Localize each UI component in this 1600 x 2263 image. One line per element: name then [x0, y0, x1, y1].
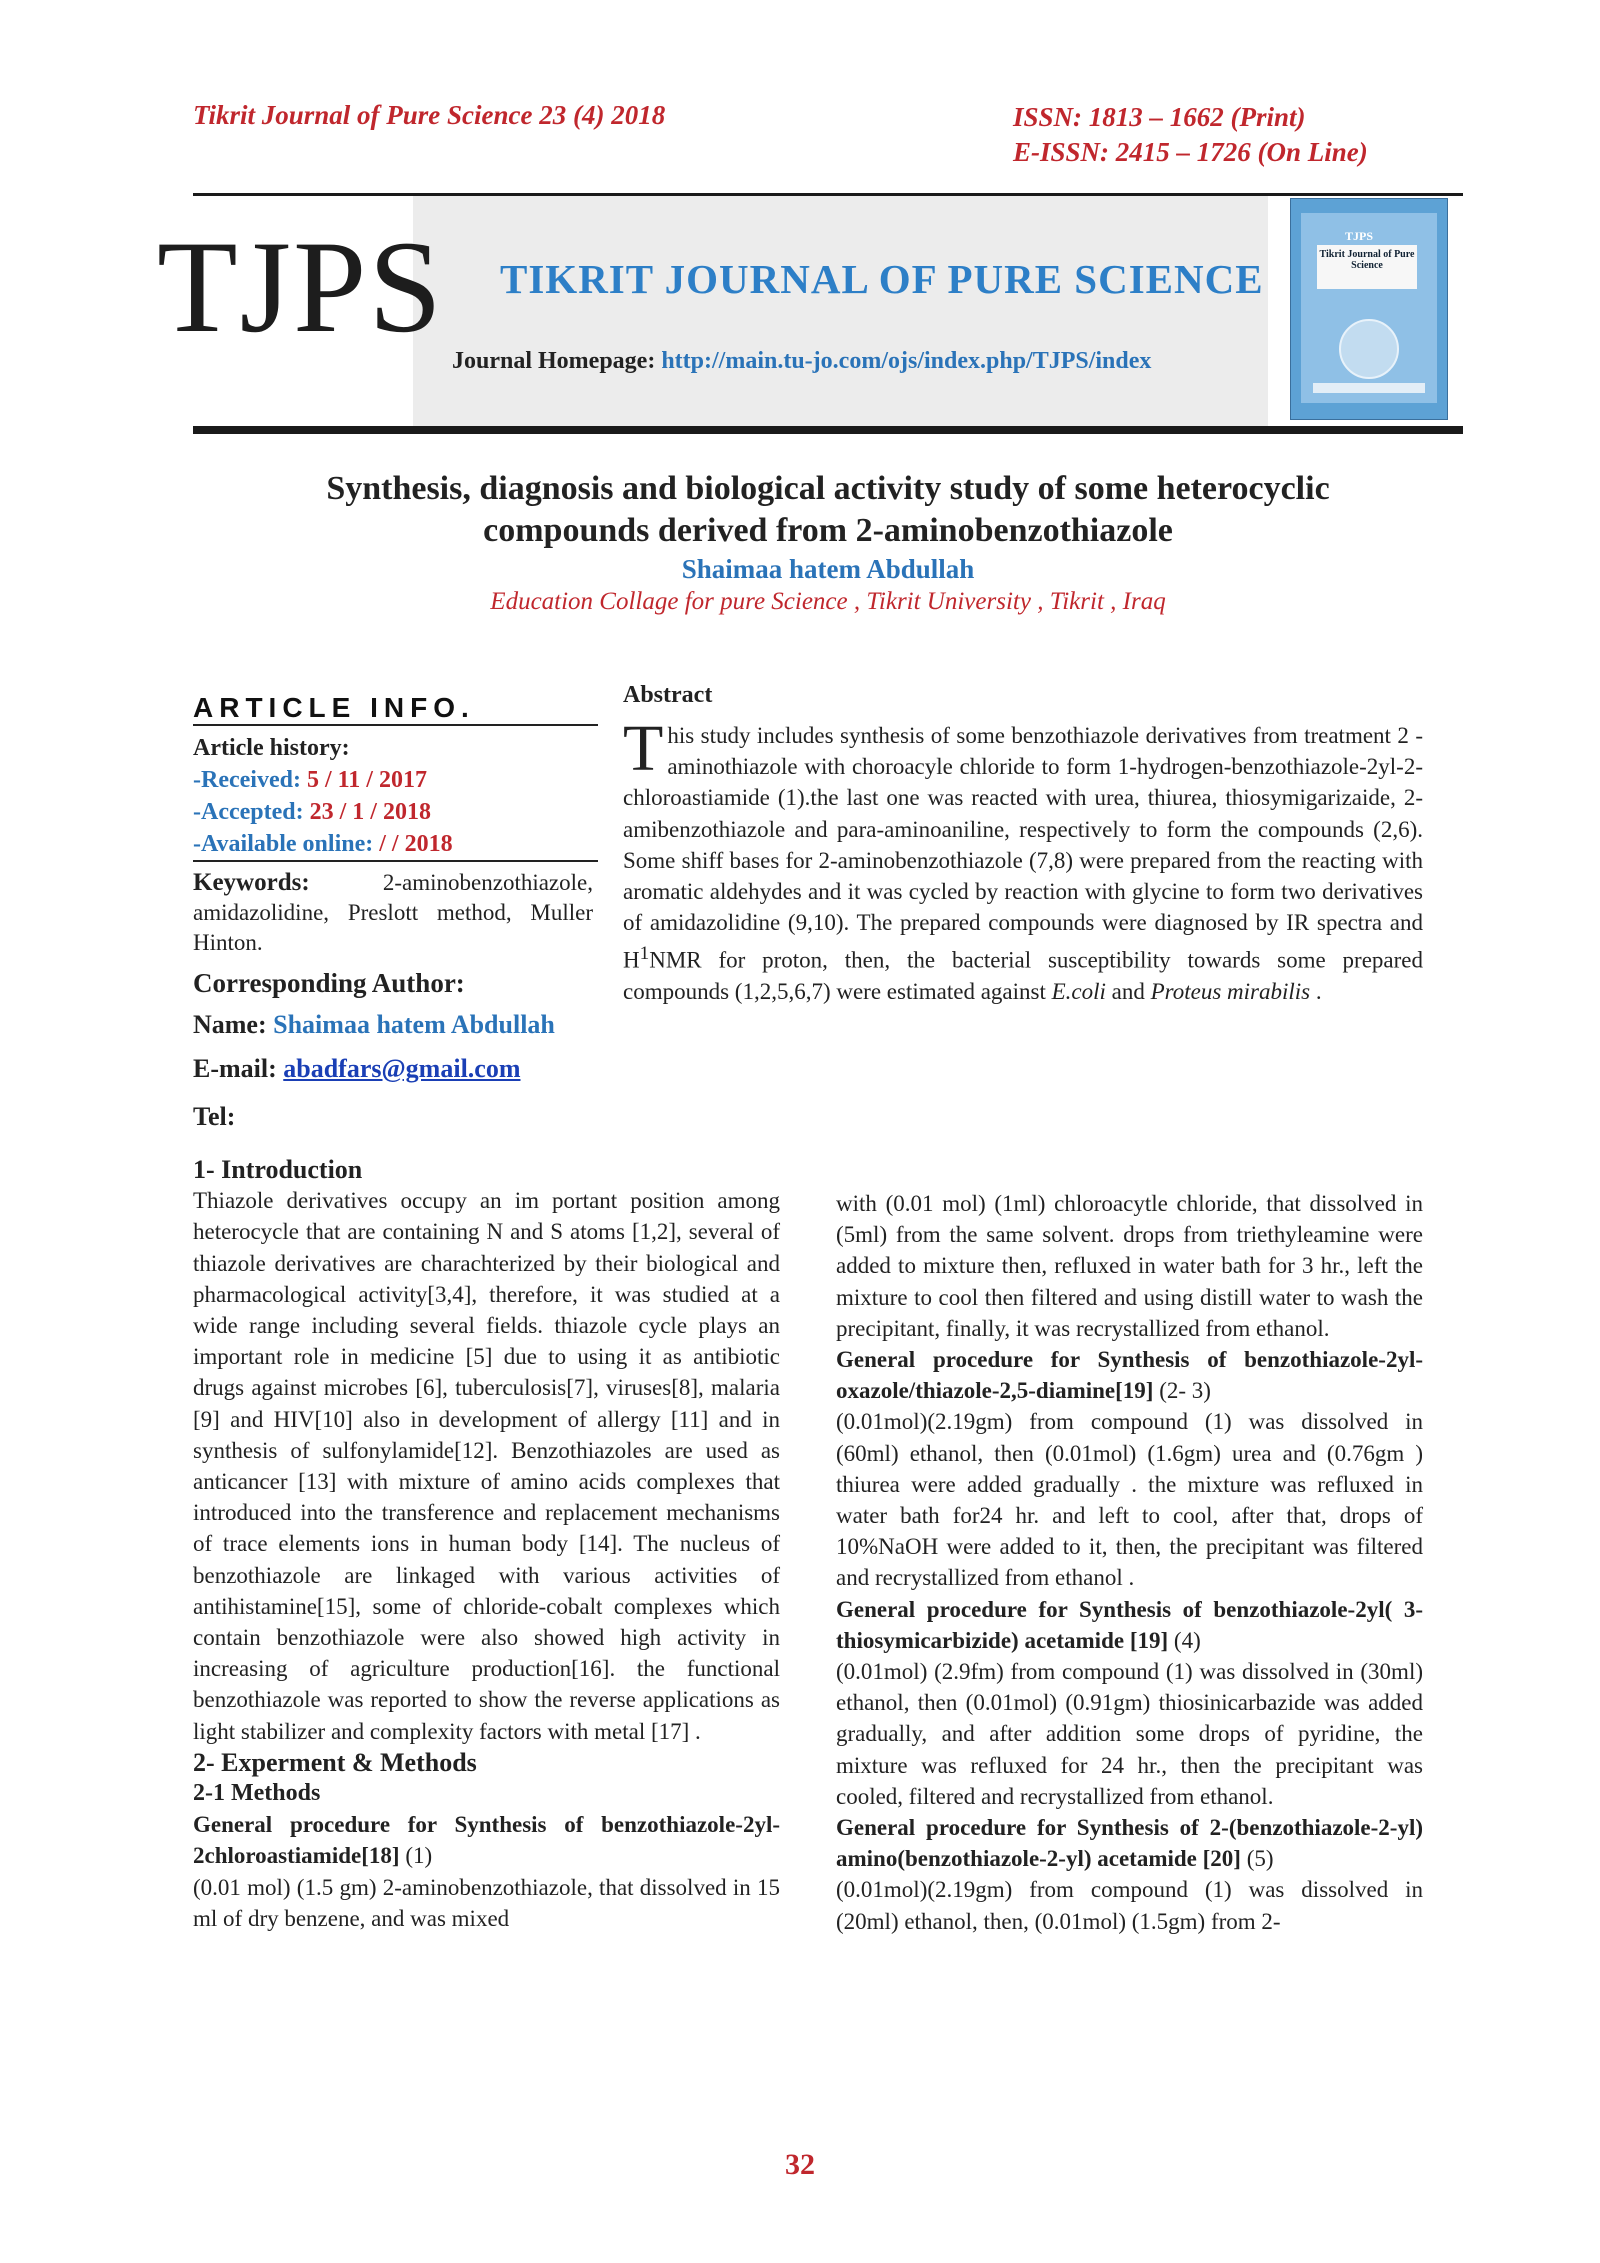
organism-proteus: Proteus mirabilis: [1150, 979, 1311, 1005]
procedure-2-title: General procedure for Synthesis of benzothiazole-2yl- oxazole/thiazole-2,5-diamine[19]: [836, 1347, 1423, 1404]
procedure-3-num: (4): [1168, 1627, 1201, 1653]
paper-author: Shaimaa hatem Abdullah: [681, 554, 975, 584]
paper-title: [193, 468, 1463, 552]
cover-tjps-label: TJPS: [1345, 229, 1374, 243]
banner-bottom-rule: [193, 426, 1463, 434]
article-info-rule: [193, 724, 598, 726]
available-date: [193, 828, 453, 860]
abstract-text-a: his study includes synthesis of some benzothiazole derivatives from treatment 2 -aminothiazole with choroacyle chloride to form 1-hydrogen-benzothiazole-2yl-2-chloroastiamide (1).the last one was reacted with urea, thiurea, thiosymigarizaide, 2- amibenzothiazole and para-aminoaniline, respectively to form the compounds (2,6). Some shiff bases for 2-aminobenzothiazole (7,8) were prepared from the reacting with aromatic aldehydes and it was cycled by reaction with glycine to form two derivatives of amidazolidine (9,10). The prepared compounds were diagnosed by IR spectra and H: [623, 723, 1423, 974]
cover-footer: [1313, 383, 1425, 393]
journal-title: TIKRIT JOURNAL OF PURE SCIENCE: [500, 256, 1264, 302]
abstract-body: [623, 712, 1423, 1007]
accepted-date: [193, 796, 431, 828]
received-date: [193, 764, 427, 796]
paper-title-line-1: Synthesis, diagnosis and biological activity study of some heterocyclic: [326, 470, 1330, 507]
received-value: 5 / 11 / 2017: [306, 767, 427, 793]
procedure-2-heading: [836, 1344, 1423, 1406]
cover-title: Tikrit Journal of Pure Science: [1317, 245, 1417, 289]
email-link[interactable]: abadfars@gmail.com: [283, 1054, 521, 1083]
organism-ecoli: E.coli: [1051, 979, 1106, 1005]
keywords: [193, 868, 593, 958]
abstract-heading: Abstract: [623, 682, 713, 708]
keywords-value: 2-aminobenzothiazole, amidazolidine, Preslott method, Muller Hinton.: [193, 870, 593, 955]
abstract-dropcap: T: [623, 712, 664, 785]
cover-inner: [1301, 213, 1437, 403]
methods-subheading: 2-1 Methods: [193, 1780, 321, 1807]
procedure-3-title: General procedure for Synthesis of benzothiazole-2yl( 3-thiosymicarbizide) acetamide [19]: [836, 1596, 1423, 1653]
page-number: 32: [785, 2148, 815, 2181]
abstract-and: and: [1105, 979, 1151, 1005]
intro-heading: 1- Introduction: [193, 1155, 363, 1184]
issn-online: E-ISSN: 2415 – 1726 (On Line): [1013, 137, 1368, 167]
paper-affiliation: Education Collage for pure Science , Tikrit University , Tikrit , Iraq: [490, 588, 1166, 615]
homepage-link[interactable]: http://main.tu-jo.com/ojs/index.php/TJPS/index: [661, 348, 1152, 374]
procedure-3-text: (0.01mol) (2.9fm) from compound (1) was dissolved in (30ml) ethanol, then (0.01mol) (0.91gm) thiosinicarbazide was added gradually, and after addition some drops of pyridine, the mixture was refluxed for 24 hr., then the precipitant was cooled, filtered and recrystallized from ethanol.: [836, 1659, 1423, 1809]
journal-cover-image: [1290, 198, 1448, 420]
procedure-1-continued: with (0.01 mol) (1ml) chloroacytle chloride, that dissolved in (5ml) from the same solvent. drops from triethyleamine were added to mixture then, refluxed in water bath for 3 hr., left the mixture to cool then filtered and using distill water to wash the precipitant, finally, it was recrystallized from ethanol.: [836, 1191, 1423, 1341]
abstract-sup: 1: [639, 943, 650, 965]
paper-title-line-2: compounds derived from 2-aminobenzothiazole: [483, 512, 1173, 549]
homepage-label: Journal Homepage:: [452, 348, 662, 374]
issn-print: ISSN: 1813 – 1662 (Print): [1013, 102, 1306, 132]
procedure-2-num: (2- 3): [1153, 1378, 1211, 1404]
procedure-1-heading: [193, 1809, 780, 1871]
received-label: -Received:: [193, 767, 307, 793]
procedure-1-num: (1): [399, 1843, 433, 1869]
cover-emblem-icon: [1339, 319, 1399, 379]
procedure-3-heading: [836, 1594, 1423, 1656]
keywords-label: Keywords:: [193, 869, 310, 896]
article-history-rule: [193, 860, 598, 862]
corresponding-author-label: Corresponding Author:: [193, 968, 465, 998]
left-column: [193, 1154, 780, 1934]
article-history-label: Article history:: [193, 735, 350, 761]
email-label: E-mail:: [193, 1054, 284, 1083]
journal-homepage: [452, 348, 1151, 375]
procedure-2-text: (0.01mol)(2.19gm) from compound (1) was dissolved in (60ml) ethanol, then (0.01mol) (1.6gm) urea and (0.76gm ) thiurea were added gradually . the mixture was refluxed in water bath for24 hr. and left to cool, after that, drops of 10%NaOH were added to it, then, the precipitant was filtered and recrystallized from ethanol .: [836, 1409, 1423, 1591]
tel-label: Tel:: [193, 1102, 236, 1131]
procedure-1-text: (0.01 mol) (1.5 gm) 2-aminobenzothiazole, that dissolved in 15 ml of dry benzene, and was mixed: [193, 1874, 780, 1931]
right-column: [836, 1188, 1423, 1937]
abstract-end: .: [1310, 979, 1322, 1005]
available-value: / / 2018: [379, 831, 453, 857]
available-label: -Available online:: [193, 831, 380, 857]
intro-text: Thiazole derivatives occupy an im portant position among heterocycle that are containing N and S atoms [1,2], several of thiazole derivatives are charachterized by their biological and pharmacological activity[3,4], therefore, it was studied at a wide range including several fields. thiazole cycle plays an important role in medicine [5] due to using it as antibiotic drugs against microbes [6], tuberculosis[7], viruses[8], malaria [9] and HIV[10] also in development of allergy [11] and in synthesis of sulfonylamide[12]. Benzothiazoles are used as anticancer [13] with mixture of amino acids complexes that introduced into the transference and replacement mechanisms of trace elements ions in human body [14]. The nucleus of benzothiazole are linkaged with various activities of antihistamine[15], some of chloride-cobalt complexes which contain benzothiazole were also showed high activity in increasing of agriculture production[16]. the functional benzothiazole was reported to show the reverse applications as light stabilizer and complexity factors with metal [17] .: [193, 1188, 780, 1744]
procedure-4-title: General procedure for Synthesis of 2-(benzothiazole-2-yl) amino(benzothiazole-2-yl) acetamide [20]: [836, 1815, 1423, 1872]
procedure-1-title: General procedure for Synthesis of benzothiazole-2yl-2chloroastiamide[18]: [193, 1812, 780, 1869]
banner-panel: [413, 196, 1268, 426]
issn-block: [1013, 100, 1368, 170]
procedure-4-heading: [836, 1812, 1423, 1874]
name-label: Name:: [193, 1010, 274, 1039]
accepted-value: 23 / 1 / 2018: [309, 799, 431, 825]
accepted-label: -Accepted:: [193, 799, 310, 825]
author-email: [193, 1054, 521, 1084]
procedure-4-num: (5): [1240, 1846, 1274, 1872]
abstract-text-b: NMR for proton, then, the bacterial susceptibility towards some prepared compounds (1,2,5,6,7) were estimated against: [623, 948, 1423, 1005]
article-info-heading: ARTICLE INFO.: [193, 692, 475, 723]
procedure-4-text: (0.01mol)(2.19gm) from compound (1) was dissolved in (20ml) ethanol, then, (0.01mol) (1.5gm) from 2-: [836, 1877, 1423, 1934]
tjps-logo: TJPS: [157, 213, 444, 360]
journal-volume-line: Tikrit Journal of Pure Science 23 (4) 2018: [193, 100, 666, 130]
author-name: [193, 1010, 555, 1040]
name-value: Shaimaa hatem Abdullah: [273, 1010, 555, 1039]
methods-heading: 2- Experment & Methods: [193, 1747, 477, 1777]
